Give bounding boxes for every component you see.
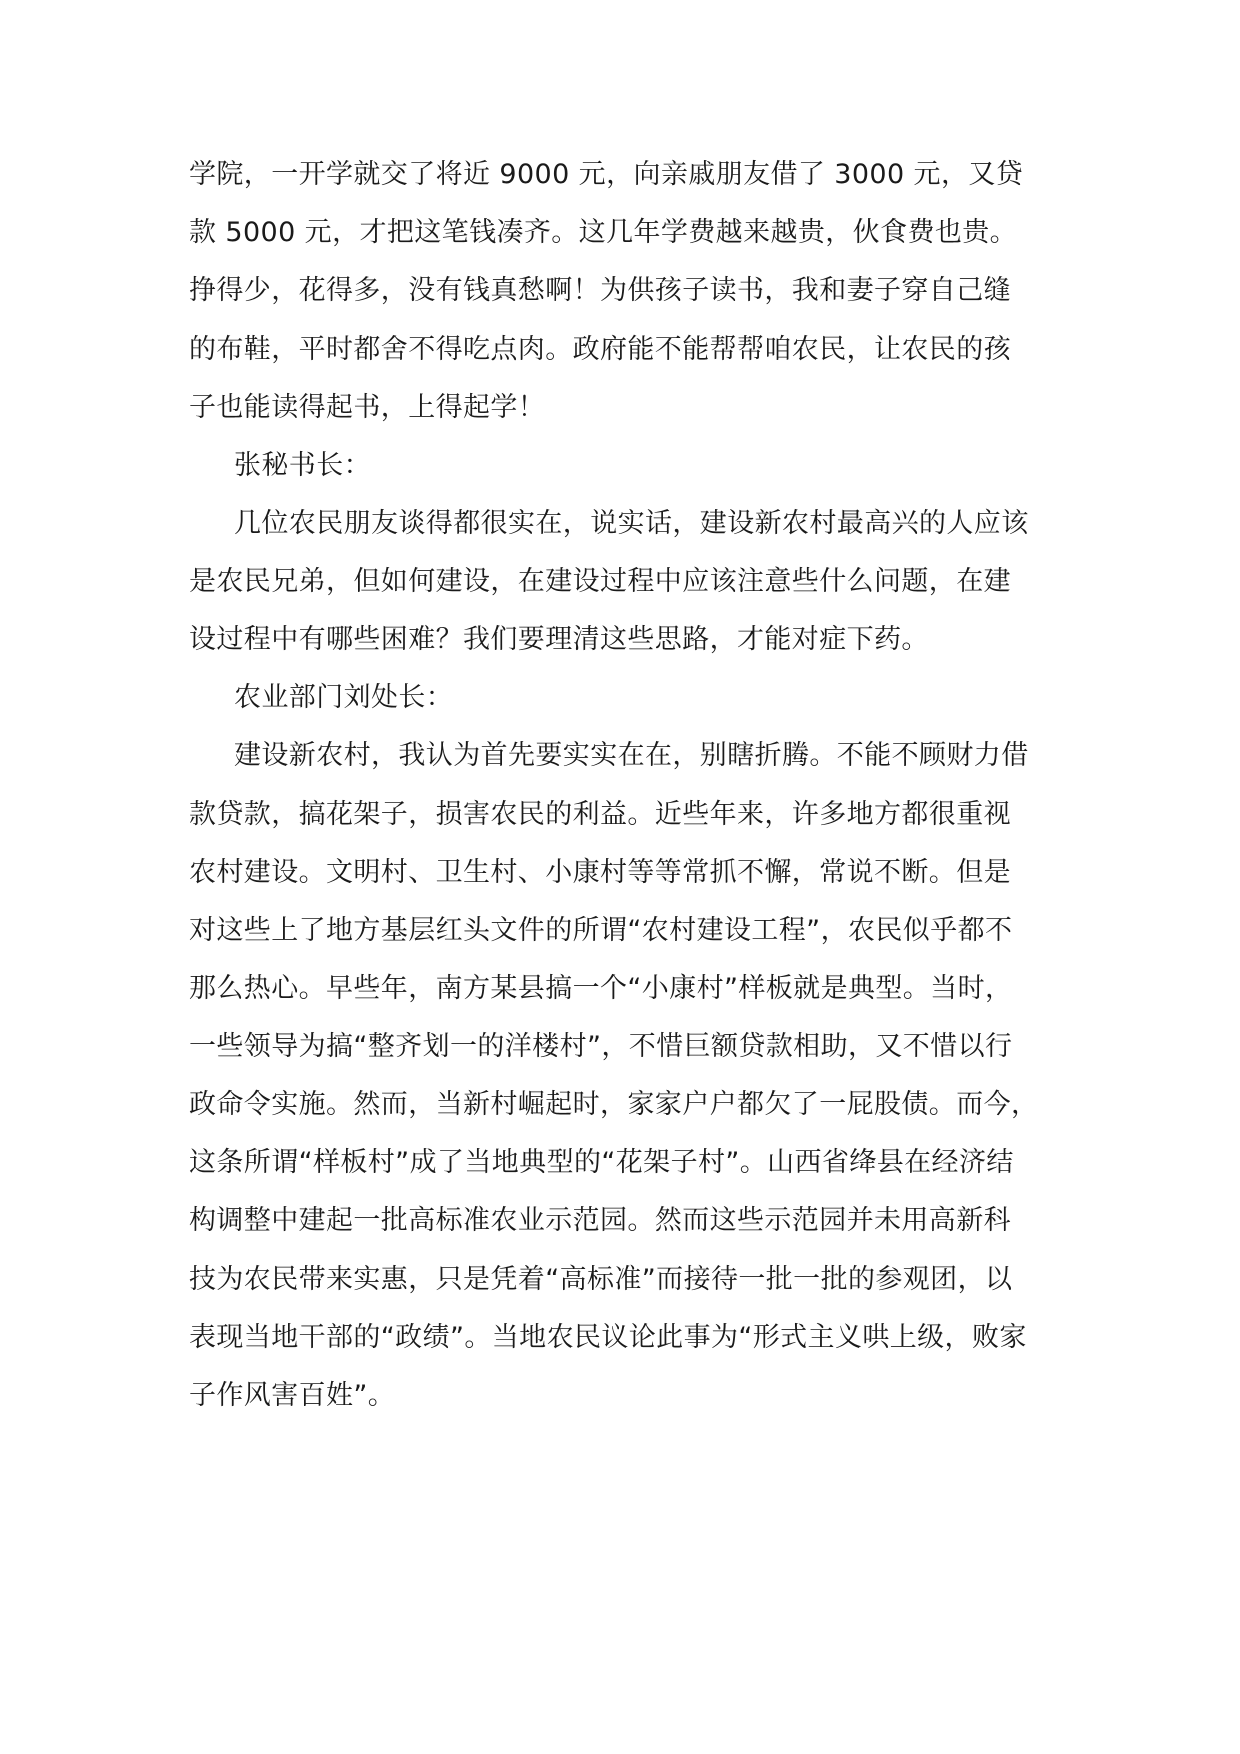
text-line: 挣得少，花得多，没有钱真愁啊！为供孩子读书，我和妻子穿自己缝 (189, 275, 1011, 306)
text-line: 款 5000 元，才把这笔钱凑齐。这几年学费越来越贵，伙食费也贵。 (189, 217, 1018, 248)
speaker-label: 张秘书长： (234, 450, 371, 481)
text-line: 对这些上了地方基层红头文件的所谓“农村建设工程”，农民似乎都不 (189, 915, 1013, 946)
text-line: 农村建设。文明村、卫生村、小康村等等常抓不懈，常说不断。但是 (189, 857, 1011, 888)
text-line: 构调整中建起一批高标准农业示范园。然而这些示范园并未用高新科 (189, 1205, 1011, 1236)
text-line: 技为农民带来实惠，只是凭着“高标准”而接待一批一批的参观团，以 (189, 1264, 1013, 1295)
text-line: 学院，一开学就交了将近 9000 元，向亲戚朋友借了 3000 元，又贷 (189, 159, 1024, 190)
text-line: 的布鞋，平时都舍不得吃点肉。政府能不能帮帮咱农民，让农民的孩 (189, 334, 1011, 365)
text-line: 一些领导为搞“整齐划一的洋楼村”，不惜巨额贷款相助，又不惜以行 (189, 1031, 1013, 1062)
text-line: 子也能读得起书，上得起学！ (189, 392, 546, 423)
text-line: 那么热心。早些年，南方某县搞一个“小康村”样板就是典型。当时， (189, 973, 1013, 1004)
text-line: 子作风害百姓”。 (189, 1380, 396, 1411)
text-line: 政命令实施。然而，当新村崛起时，家家户户都欠了一屁股债。而今， (189, 1089, 1039, 1120)
text-line: 表现当地干部的“政绩”。当地农民议论此事为“形式主义哄上级，败家 (189, 1322, 1027, 1353)
text-line: 建设新农村，我认为首先要实实在在，别瞎折腾。不能不顾财力借 (234, 740, 1029, 771)
speaker-label: 农业部门刘处长： (234, 682, 454, 713)
text-line: 这条所谓“样板村”成了当地典型的“花架子村”。山西省绛县在经济结 (189, 1147, 1014, 1178)
text-line: 款贷款，搞花架子，损害农民的利益。近些年来，许多地方都很重视 (189, 799, 1011, 830)
text-line: 设过程中有哪些困难？我们要理清这些思路，才能对症下药。 (189, 624, 929, 655)
text-line: 是农民兄弟，但如何建设，在建设过程中应该注意些什么问题，在建 (189, 566, 1011, 597)
text-line: 几位农民朋友谈得都很实在，说实话，建设新农村最高兴的人应该 (234, 508, 1029, 539)
